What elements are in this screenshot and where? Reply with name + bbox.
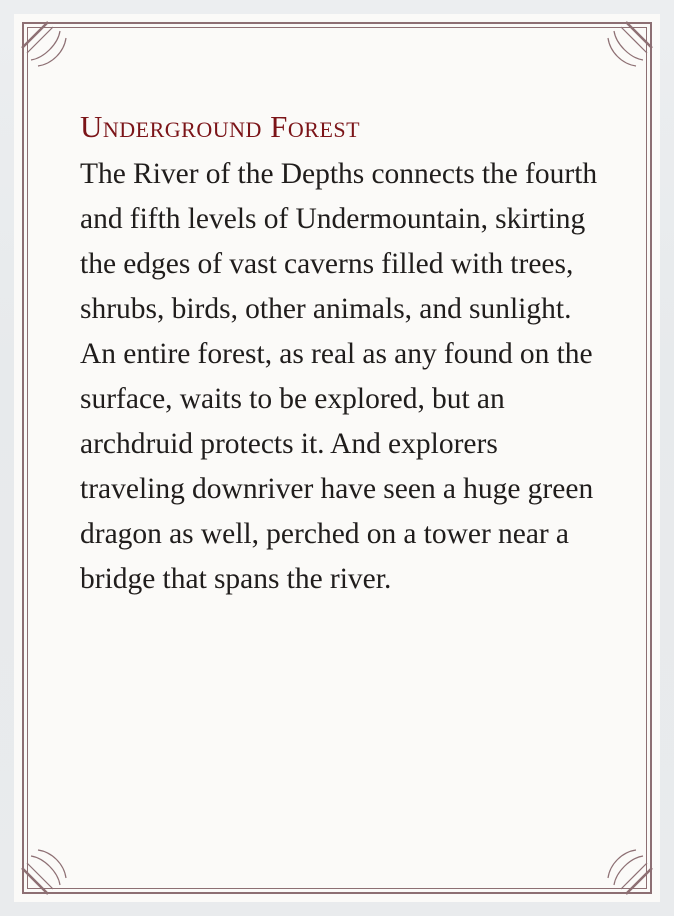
card-content [80, 110, 598, 854]
lore-card [14, 14, 660, 902]
entry-title: Underground Forest [80, 109, 361, 144]
entry-body-text: The River of the Depths connects the fourth and fifth levels of Undermountain, skirting the edges of vast caverns filled with trees, shrubs, birds, other animals, and sunlight. An entire forest, as real as any found on the surface, waits to be explored, but an archdruid protects it. And explorers traveling downriver have seen a huge green dragon as well, perched on a tower near a bridge that spans the river. [80, 158, 598, 596]
